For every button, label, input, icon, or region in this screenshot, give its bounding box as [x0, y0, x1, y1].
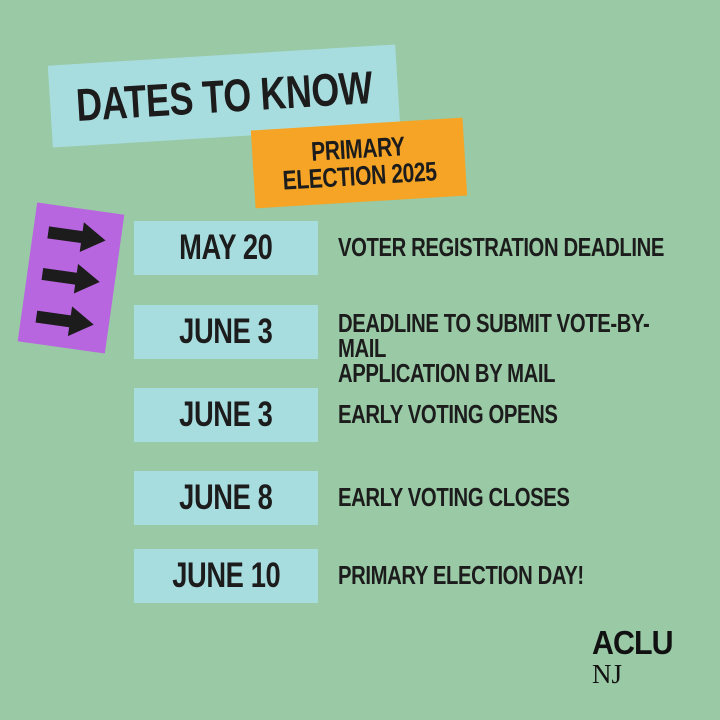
page-subtitle: PRIMARY ELECTION 2025	[281, 131, 438, 196]
event-item	[338, 399, 720, 429]
date-label: JUNE 3	[179, 312, 273, 351]
aclu-nj-logo	[592, 626, 680, 688]
right-arrow-icon	[40, 259, 102, 297]
event-item	[338, 482, 720, 512]
event-label: EARLY VOTING OPENS	[338, 399, 558, 429]
date-label: JUNE 10	[171, 556, 281, 595]
event-label: EARLY VOTING CLOSES	[338, 482, 570, 512]
subtitle-banner	[251, 118, 467, 209]
event-label: VOTER REGISTRATION DEADLINE	[338, 232, 664, 262]
date-badge	[134, 471, 318, 525]
logo-main-text: ACLU	[592, 624, 673, 661]
date-badge	[134, 305, 318, 359]
event-label: DEADLINE TO SUBMIT VOTE-BY-MAIL APPLICATION BY MAIL	[338, 308, 650, 388]
date-label: MAY 20	[179, 228, 273, 267]
event-label: PRIMARY ELECTION DAY!	[338, 560, 584, 590]
arrow-panel	[18, 203, 125, 354]
right-arrow-icon	[34, 301, 96, 339]
logo-sub-text: NJ	[592, 659, 623, 689]
date-badge	[134, 549, 318, 603]
event-item	[338, 308, 720, 388]
date-label: JUNE 8	[179, 478, 273, 517]
date-badge	[134, 388, 318, 442]
date-label: JUNE 3	[179, 395, 273, 434]
page-title: DATES TO KNOW	[74, 60, 374, 132]
event-item	[338, 560, 720, 590]
date-badge	[134, 221, 318, 275]
right-arrow-icon	[46, 217, 108, 255]
event-item	[338, 232, 720, 262]
